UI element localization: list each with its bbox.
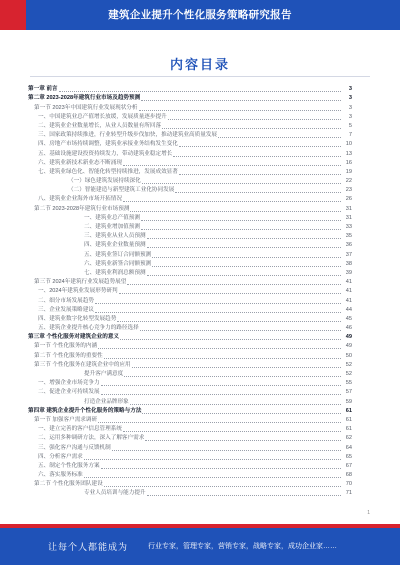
toc-entry-page: 57 [345,389,352,396]
toc-leader-dots [120,334,341,340]
toc-entry[interactable] [28,259,352,268]
toc-entry[interactable] [28,268,352,277]
toc-leader-dots [147,242,341,248]
toc-entry-page: 31 [345,205,352,212]
toc-entry[interactable] [28,240,352,249]
toc-leader-dots [127,279,341,285]
toc-entry-label: 第四章 建筑企业提升个性化服务的策略与方法 [28,407,142,414]
toc-leader-dots [132,362,341,368]
toc-entry-label: 提升客户满意度 [84,371,124,377]
toc-entry-page: 52 [345,371,352,377]
toc-entry[interactable] [28,158,352,167]
toc-entry-page: 65 [345,453,352,460]
table-of-contents [28,84,352,497]
toc-entry-label: 四、建筑业企业数量预测 [84,242,146,249]
toc-entry[interactable] [28,314,352,323]
toc-entry-page: 50 [345,352,352,359]
toc-entry[interactable] [28,102,352,111]
toc-entry-page: 61 [345,416,352,423]
toc-entry[interactable] [28,452,352,461]
footer-slogan: 让每个人都能成为 [48,542,129,552]
toc-entry-page: 19 [345,168,352,175]
toc-leader-dots [95,307,341,313]
toc-entry-label: 四、房地产市场持续调整，建筑业承接业务结构发生变化 [38,141,178,148]
toc-entry[interactable] [28,479,352,488]
toc-leader-dots [130,399,341,405]
toc-entry-page: 61 [345,407,352,414]
toc-leader-dots [117,316,341,322]
toc-entry-label: 第二节 2023-2028年建筑行业市场预测 [34,205,130,212]
toc-leader-dots [179,169,341,175]
toc-heading: 内容目录 [169,57,230,72]
toc-leader-dots [142,408,341,414]
toc-leader-dots [123,160,341,166]
toc-entry-label: 七、建筑业绿色化、智能化转型持续推进，发展成效显著 [38,168,178,175]
report-title: 建筑企业提升个性化服务策略研究报告 [108,9,292,21]
toc-leader-dots [123,426,341,432]
toc-entry[interactable] [28,350,352,359]
toc-entry[interactable] [28,360,352,369]
toc-entry-page: 45 [345,315,352,322]
toc-entry-label: 二、建筑业增加值预测 [84,224,140,230]
toc-entry[interactable] [28,231,352,240]
toc-entry[interactable] [28,378,352,387]
toc-entry-label: 五、建筑企业提升核心竞争力的路径选择 [38,325,139,332]
toc-entry-label: 一、2024年建筑业发展形势研判 [38,288,118,295]
toc-entry[interactable] [28,121,352,130]
toc-entry[interactable] [28,130,352,139]
toc-entry-label: 三、企业发展策略建议 [38,306,94,313]
toc-leader-dots [104,481,341,487]
toc-entry[interactable] [28,470,352,479]
toc-entry-page: 3 [348,104,352,111]
toc-leader-dots [141,95,341,101]
toc-leader-dots [84,454,341,460]
toc-entry[interactable] [28,139,352,148]
toc-entry-label: 第一节 加强客户需求调研 [34,416,98,423]
toc-leader-dots [101,380,341,386]
toc-entry[interactable] [28,213,352,222]
toc-entry-label: 第一章 前言 [28,86,58,93]
toc-leader-dots [218,132,341,138]
toc-entry-page: 23 [345,187,352,194]
toc-leader-dots [162,123,341,129]
toc-entry-label: 七、建筑业利润总额预测 [84,269,146,276]
toc-leader-dots [95,298,341,304]
toc-entry[interactable] [28,194,352,203]
toc-entry-page: 61 [345,426,352,433]
toc-entry-label: 第一节 2023年中国建筑行业发展现状分析 [34,104,138,111]
toc-entry-page: 64 [345,444,352,451]
toc-entry[interactable] [28,442,352,451]
toc-leader-dots [175,187,341,193]
toc-entry-label: 四、分析客户需求 [38,453,83,460]
toc-entry-label: 一、建筑业总产值预测 [84,214,140,221]
toc-entry[interactable] [28,369,352,378]
toc-entry-label: 二、运用多种调研方法，深入了解客户需求 [38,435,145,442]
toc-entry[interactable] [28,323,352,332]
toc-entry[interactable] [28,203,352,212]
toc-entry-label: 三、建筑业从业人员预测 [84,233,146,240]
toc-entry[interactable] [28,305,352,314]
toc-entry[interactable] [28,295,352,304]
toc-entry-label: 五、建筑业签订合同额预测 [84,251,152,258]
toc-entry[interactable] [28,93,352,102]
toc-entry-page: 49 [345,343,352,350]
toc-entry-page: 22 [345,178,352,185]
toc-leader-dots [142,178,341,184]
toc-leader-dots [147,233,341,239]
toc-entry-label: （一）绿色建筑发展持续深化 [68,178,141,185]
toc-entry-label: 打造企业品牌形象 [84,398,129,405]
toc-entry-page: 3 [348,95,352,102]
toc-entry[interactable] [28,148,352,157]
toc-leader-dots [98,343,341,349]
toc-entry-page: 62 [345,435,352,442]
toc-entry[interactable] [28,415,352,424]
toc-leader-dots [173,151,341,157]
toc-leader-dots [123,196,341,202]
toc-leader-dots [147,270,341,276]
toc-entry-label: 二、细分市场发展趋势 [38,297,94,304]
toc-entry-page: 68 [345,472,352,479]
toc-entry-page: 55 [345,380,352,387]
toc-entry[interactable] [28,387,352,396]
toc-entry-page: 36 [345,242,352,249]
toc-entry[interactable] [28,433,352,442]
toc-entry-label: 二、建筑业企业数量增长，从业人员数量有所回落 [38,122,162,129]
toc-entry-label: 专业人员培训与能力提升 [84,490,146,497]
toc-entry[interactable] [28,332,352,341]
toc-leader-dots [179,141,341,147]
toc-entry[interactable] [28,396,352,405]
toc-entry[interactable] [28,84,352,93]
toc-entry-page: 41 [345,288,352,295]
toc-entry[interactable] [28,461,352,470]
toc-leader-dots [141,224,341,230]
toc-leader-dots [130,206,341,212]
toc-entry-page: 41 [345,297,352,304]
toc-entry-label: 六、建筑业新技术新业态不断涌现 [38,159,122,166]
toc-entry-page: 49 [345,334,352,341]
toc-entry[interactable] [28,277,352,286]
toc-entry[interactable] [28,112,352,121]
toc-entry-label: 第三节 个性化服务在建筑企业中的应用 [34,361,131,368]
toc-entry[interactable] [28,185,352,194]
toc-leader-dots [59,86,341,92]
toc-entry-label: 五、制定个性化服务方案 [38,462,100,469]
toc-entry-page: 44 [345,306,352,313]
toc-entry[interactable] [28,286,352,295]
toc-entry-page: 26 [345,196,352,203]
toc-entry-page: 16 [345,159,352,166]
toc-entry-page: 71 [345,490,352,497]
toc-entry-page: 37 [345,251,352,258]
toc-entry-label: 六、落实服务标准 [38,472,83,479]
toc-leader-dots [140,325,341,331]
toc-entry[interactable] [28,424,352,433]
toc-entry-page: 41 [345,279,352,286]
toc-entry-page: 70 [345,481,352,488]
toc-entry[interactable] [28,488,352,497]
toc-entry-label: 第一节 个性化服务的内涵 [34,343,98,350]
toc-entry-label: 六、建筑业新签合同额预测 [84,260,152,267]
toc-entry-page: 7 [348,132,352,139]
toc-entry-label: 第三章 个性化服务对建筑企业的意义 [28,334,120,341]
toc-leader-dots [152,252,341,258]
toc-entry-page: 46 [345,325,352,332]
toc-entry[interactable] [28,341,352,350]
toc-leader-dots [119,288,341,294]
toc-leader-dots [104,353,341,359]
toc-entry-page: 3 [348,113,352,120]
toc-entry-label: 三、国家政策持续推进，行业转型升级步伐加快，推动建筑业高质量发展 [38,132,218,139]
toc-leader-dots [124,371,341,377]
toc-entry-label: 一、建立完善的客户信息管理系统 [38,426,122,433]
toc-entry[interactable] [28,249,352,258]
toc-entry-page: 35 [345,233,352,240]
toc-entry-page: 52 [345,361,352,368]
toc-entry-label: 第三节 2024年建筑行业发展趋势展望 [34,279,127,286]
toc-leader-dots [145,435,341,441]
toc-entry-label: 二、促进企业可持续发展 [38,389,100,396]
toc-leader-dots [101,463,341,469]
footer-tagline: 行业专家，管理专家，营销专家，战略专家，成功企业家…… [148,543,337,550]
toc-entry-label: 第二节 个性化服务的重要性 [34,352,103,359]
toc-entry-page: 38 [345,260,352,267]
toc-entry-page: 3 [348,86,352,93]
toc-entry-label: 一、中国建筑业总产值增长放缓，发展质量逐步提升 [38,113,167,120]
toc-leader-dots [152,261,341,267]
page-number: 1 [367,510,370,516]
toc-entry-label: 五、基础设施建设投资持续发力，带动建筑业稳定增长 [38,150,173,157]
toc-entry-label: 一、增强企业市场竞争力 [38,380,100,387]
toc-leader-dots [139,105,342,111]
toc-leader-dots [98,417,341,423]
toc-leader-dots [168,114,341,120]
toc-leader-dots [101,389,341,395]
toc-leader-dots [147,490,341,496]
toc-entry-page: 31 [345,214,352,221]
toc-entry-page: 59 [345,398,352,405]
toc-entry-page: 39 [345,269,352,276]
toc-entry-label: 三、强化客户沟通与反馈机制 [38,444,111,451]
toc-divider [30,76,370,77]
toc-leader-dots [84,472,341,478]
toc-entry-page: 67 [345,462,352,469]
toc-entry[interactable] [28,222,352,231]
toc-entry[interactable] [28,176,352,185]
toc-entry-page: 10 [345,141,352,148]
toc-entry-label: 四、建筑业数字化转型发展趋势 [38,315,117,322]
toc-entry-label: 第二节 个性化服务团队建设 [34,481,103,488]
toc-entry-page: 13 [345,150,352,157]
toc-leader-dots [112,445,341,451]
toc-entry-label: 第二章 2023-2028年建筑行业市场及趋势预测 [28,95,141,102]
toc-entry-label: 八、建筑业企业海外市场开拓情况 [38,196,122,203]
toc-entry[interactable] [28,167,352,176]
toc-entry-page: 5 [348,122,352,129]
toc-entry-label: （二）智能建造与新型建筑工业化协同发展 [68,187,175,194]
toc-leader-dots [141,215,341,221]
toc-entry[interactable] [28,406,352,415]
toc-entry-page: 33 [345,224,352,230]
